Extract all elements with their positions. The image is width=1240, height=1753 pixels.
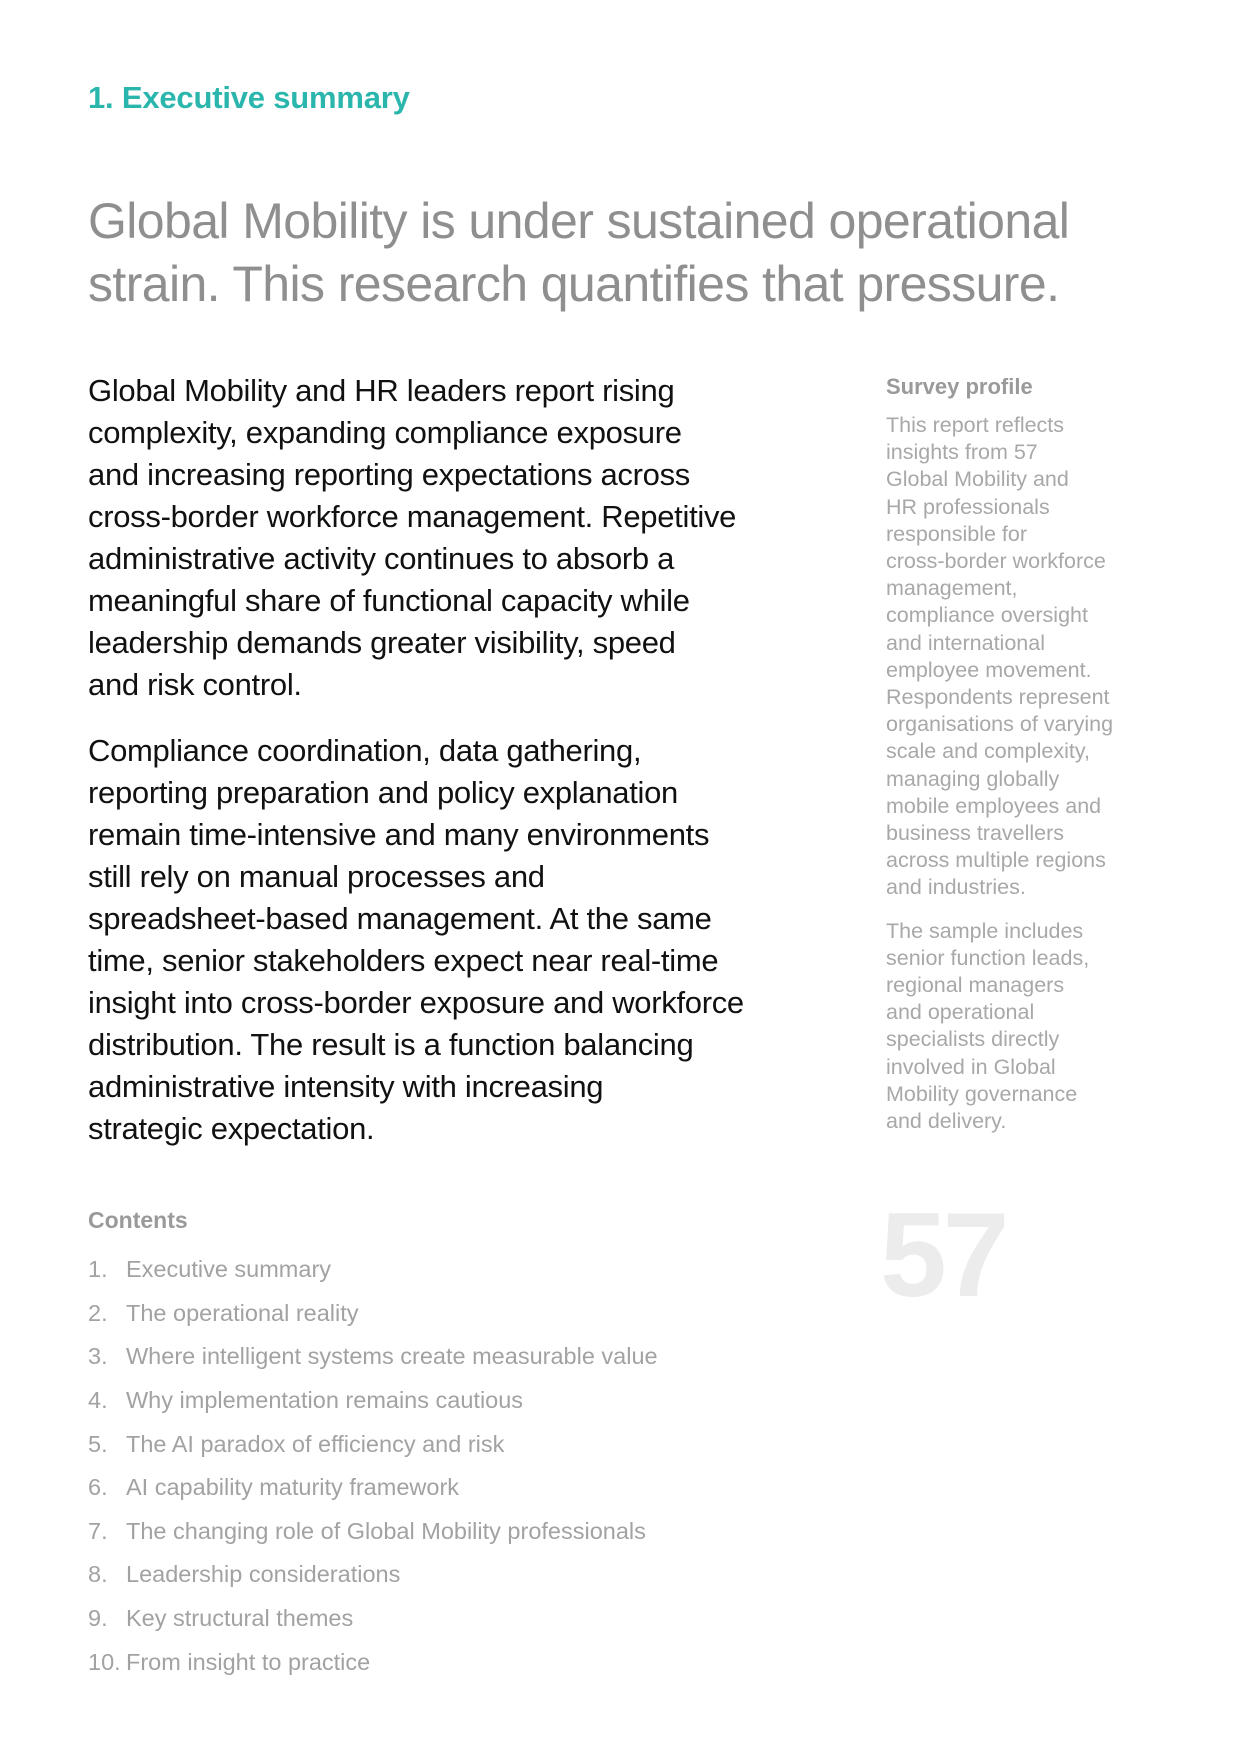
sidebar-line: involved in Global <box>886 1054 1056 1079</box>
contents-item[interactable] <box>88 1379 848 1423</box>
sidebar-line: responsible for <box>886 521 1028 546</box>
contents-item[interactable] <box>88 1640 848 1684</box>
contents-item[interactable] <box>88 1597 848 1641</box>
headline-line: Global Mobility is under sustained operational <box>88 193 1070 249</box>
contents-item-number: 6. <box>88 1474 108 1501</box>
body-line: Compliance coordination, data gathering, <box>88 733 642 768</box>
contents-item-label: AI capability maturity framework <box>126 1474 460 1501</box>
contents-item-label: Leadership considerations <box>126 1561 401 1588</box>
body-line: and increasing reporting expectations across <box>88 457 690 492</box>
sidebar-line: employee movement. <box>886 657 1092 682</box>
sidebar-line: management, <box>886 576 1018 601</box>
sidebar-line: Mobility governance <box>886 1081 1078 1106</box>
contents-item-label: The changing role of Global Mobility professionals <box>126 1517 646 1544</box>
headline-line: strain. This research quantifies that pressure. <box>88 256 1060 312</box>
page-headline <box>88 190 1108 316</box>
survey-profile-sidebar <box>886 374 1156 1151</box>
contents-item-label: Why implementation remains cautious <box>126 1387 524 1414</box>
contents-item-label: From insight to practice <box>126 1648 371 1675</box>
contents-item[interactable] <box>88 1335 848 1379</box>
sidebar-line: specialists directly <box>886 1027 1060 1052</box>
respondent-count-number: 57 <box>880 1188 1006 1322</box>
body-line: leadership demands greater visibility, speed <box>88 625 676 660</box>
contents-item-number: 1. <box>88 1256 108 1283</box>
sidebar-line: business travellers <box>886 821 1065 846</box>
sidebar-line: and delivery. <box>886 1109 1007 1134</box>
sidebar-line: senior function leads, <box>886 945 1090 970</box>
contents-item-label: The operational reality <box>126 1299 359 1326</box>
sidebar-line: regional managers <box>886 973 1065 998</box>
body-paragraph <box>88 730 828 1150</box>
body-line: reporting preparation and policy explanation <box>88 775 678 810</box>
contents-item-number: 10. <box>88 1648 121 1675</box>
body-line: and risk control. <box>88 667 302 702</box>
contents-item-label: Executive summary <box>126 1256 332 1283</box>
sidebar-line: This report reflects <box>886 413 1065 437</box>
sidebar-paragraph <box>886 412 1156 902</box>
body-line: Global Mobility and HR leaders report rising <box>88 373 675 408</box>
sidebar-line: Global Mobility and <box>886 467 1069 492</box>
contents-item[interactable] <box>88 1422 848 1466</box>
table-of-contents <box>88 1207 848 1684</box>
contents-title: Contents <box>88 1207 188 1233</box>
contents-item-label: Where intelligent systems create measurable value <box>126 1343 658 1370</box>
contents-item[interactable] <box>88 1248 848 1292</box>
body-text <box>88 370 828 1174</box>
body-paragraph <box>88 370 828 706</box>
body-line: complexity, expanding compliance exposure <box>88 415 682 450</box>
body-line: still rely on manual processes and <box>88 859 545 894</box>
sidebar-line: across multiple regions <box>886 848 1106 873</box>
sidebar-line: HR professionals <box>886 494 1050 519</box>
sidebar-line: Respondents represent <box>886 685 1110 710</box>
body-line: remain time-intensive and many environments <box>88 817 710 852</box>
contents-item-number: 4. <box>88 1387 108 1414</box>
sidebar-line: cross-border workforce <box>886 549 1106 574</box>
contents-item-number: 9. <box>88 1605 108 1632</box>
contents-item[interactable] <box>88 1292 848 1336</box>
contents-item-number: 3. <box>88 1343 108 1370</box>
contents-item[interactable] <box>88 1466 848 1510</box>
sidebar-line: managing globally <box>886 766 1060 791</box>
body-line: administrative activity continues to absorb a <box>88 541 675 576</box>
contents-list <box>88 1248 848 1684</box>
contents-item[interactable] <box>88 1510 848 1554</box>
sidebar-line: organisations of varying <box>886 712 1114 737</box>
body-line: spreadsheet-based management. At the same <box>88 901 712 936</box>
body-line: insight into cross-border exposure and workforce <box>88 985 744 1020</box>
sidebar-line: compliance oversight <box>886 603 1088 628</box>
sidebar-paragraph <box>886 918 1156 1136</box>
sidebar-line: and industries. <box>886 875 1026 900</box>
contents-item-number: 8. <box>88 1561 108 1588</box>
contents-item[interactable] <box>88 1553 848 1597</box>
body-line: cross-border workforce management. Repetitive <box>88 499 737 534</box>
contents-item-label: The AI paradox of efficiency and risk <box>126 1430 505 1457</box>
body-line: strategic expectation. <box>88 1111 375 1146</box>
body-line: meaningful share of functional capacity while <box>88 583 690 618</box>
sidebar-line: The sample includes <box>886 918 1084 943</box>
body-line: administrative intensity with increasing <box>88 1069 604 1104</box>
sidebar-title: Survey profile <box>886 374 1033 399</box>
sidebar-line: and operational <box>886 1000 1035 1025</box>
contents-item-label: Key structural themes <box>126 1605 354 1632</box>
sidebar-line: mobile employees and <box>886 793 1102 818</box>
contents-item-number: 5. <box>88 1430 108 1457</box>
body-line: distribution. The result is a function balancing <box>88 1027 694 1062</box>
contents-item-number: 7. <box>88 1517 108 1544</box>
contents-item-number: 2. <box>88 1299 108 1326</box>
section-heading: 1. Executive summary <box>88 80 410 115</box>
sidebar-line: insights from 57 <box>886 440 1038 465</box>
body-line: time, senior stakeholders expect near real-time <box>88 943 719 978</box>
sidebar-line: scale and complexity, <box>886 739 1090 764</box>
sidebar-line: and international <box>886 630 1045 655</box>
